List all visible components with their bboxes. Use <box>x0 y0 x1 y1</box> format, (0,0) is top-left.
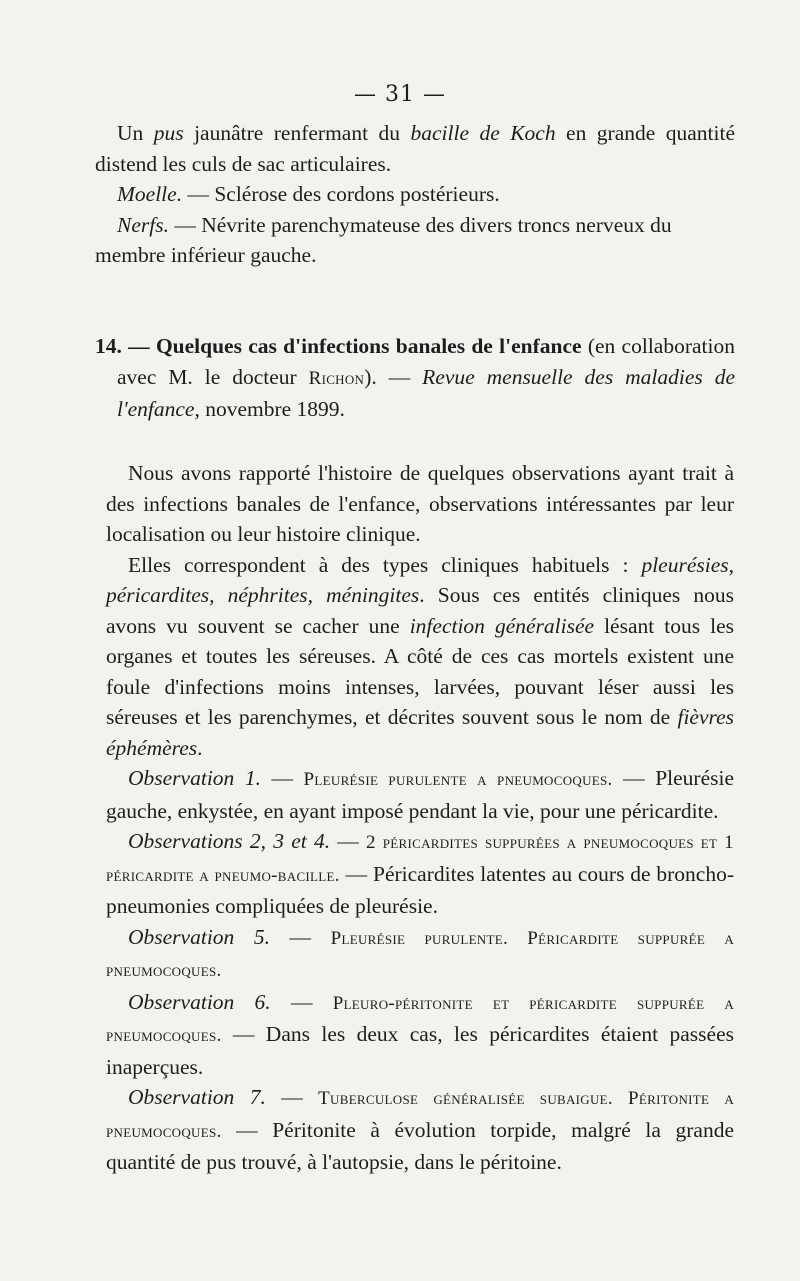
observation-title: Tuberculose généralisée subaigue. Péritonite a pneumocoques. <box>106 1088 735 1142</box>
summary-block <box>106 458 734 1178</box>
intro-paragraph: Un pus jaunâtre renfermant du bacille de Koch en grande quantité distend les culs de sac articulaires. <box>95 121 736 176</box>
summary-paragraph-2: Elles correspondent à des types cliniques habituels : pleurésies, péricardites, néphrites, méningites. Sous ces entités cliniques nous avons vu souvent se cacher une infection généralisée lésant tous les organes et toutes les séreuses. A côté de ces cas mortels existent une foule d'infections moins intenses, larvées, pouvant léser aussi les séreuses et les parenchymes, et décrites souvent sous le nom de fièvres éphémères. <box>106 552 734 760</box>
nerfs-paragraph: Nerfs. — Névrite parenchymateuse des divers troncs nerveux du membre inférieur gauche. <box>95 212 672 267</box>
observation-7: Observation 7. — Tuberculose généralisée subaigue. Péritonite a pneumocoques. — Péritonite à évolution torpide, malgré la grande quantité de pus trouvé, à l'autopsie, dans le péritoine. <box>106 1085 735 1174</box>
moelle-label: Moelle. <box>117 182 183 206</box>
nerfs-label: Nerfs. <box>117 212 169 237</box>
observation-label: Observations 2, 3 et 4. <box>128 829 331 853</box>
observation-2-3-4: Observations 2, 3 et 4. — 2 péricardites suppurées a pneumocoques et 1 péricardite a pneumo-bacille. — Péricardites latentes au cours de broncho-pneumonies compliquées de pleurésie. <box>106 829 734 918</box>
observation-1: Observation 1. — Pleurésie purulente a pneumocoques. — Pleurésie gauche, enkystée, en ayant imposé pendant la vie, pour une péricardite. <box>106 766 734 823</box>
pus-term: pus <box>153 121 184 145</box>
observation-title: 2 péricardites suppurées a pneumocoques et 1 péricardite a pneumo-bacille. <box>106 832 734 886</box>
entry-14-heading: 14. — Quelques cas d'infections banales de l'enfance <box>95 334 582 358</box>
intro-block <box>95 118 735 271</box>
observation-5: Observation 5. — Pleurésie purulente. Péricardite suppurée a pneumocoques. <box>106 924 735 981</box>
observation-label: Observation 7. <box>128 1085 266 1109</box>
author-name: Richon <box>308 367 365 389</box>
bacille-term: bacille de Koch <box>410 121 556 145</box>
entry-14-citation: 14. — Quelques cas d'infections banales de l'enfance (en collaboration avec M. le docteur Richon). — Revue mensuelle des maladies de l'enfance, novembre 1899. <box>95 334 735 421</box>
observation-title: Pleurésie purulente. Péricardite suppurée a pneumocoques. <box>106 927 735 981</box>
journal-title: Revue mensuelle des maladies de l'enfance <box>117 364 735 421</box>
observation-title: Pleurésie purulente a pneumocoques. <box>303 769 613 790</box>
observation-label: Observation 6. <box>128 989 271 1014</box>
moelle-paragraph: Moelle. — Sclérose des cordons postérieurs. <box>117 182 500 206</box>
page-number: — 31 — <box>354 82 446 107</box>
entry-14 <box>95 331 735 425</box>
observation-title: Pleuro-péritonite et péricardite suppurée a pneumocoques. <box>106 992 735 1046</box>
summary-paragraph-1: Nous avons rapporté l'histoire de quelques observations ayant trait à des infections banales de l'enfance, observations intéressantes par leur localisation ou leur histoire clinique. <box>106 461 734 546</box>
observation-label: Observation 5. <box>128 924 270 949</box>
observation-6: Observation 6. — Pleuro-péritonite et péricardite suppurée a pneumocoques. — Dans les deux cas, les péricardites étaient passées inaperçues. <box>106 989 735 1079</box>
observation-label: Observation 1. <box>128 766 261 790</box>
